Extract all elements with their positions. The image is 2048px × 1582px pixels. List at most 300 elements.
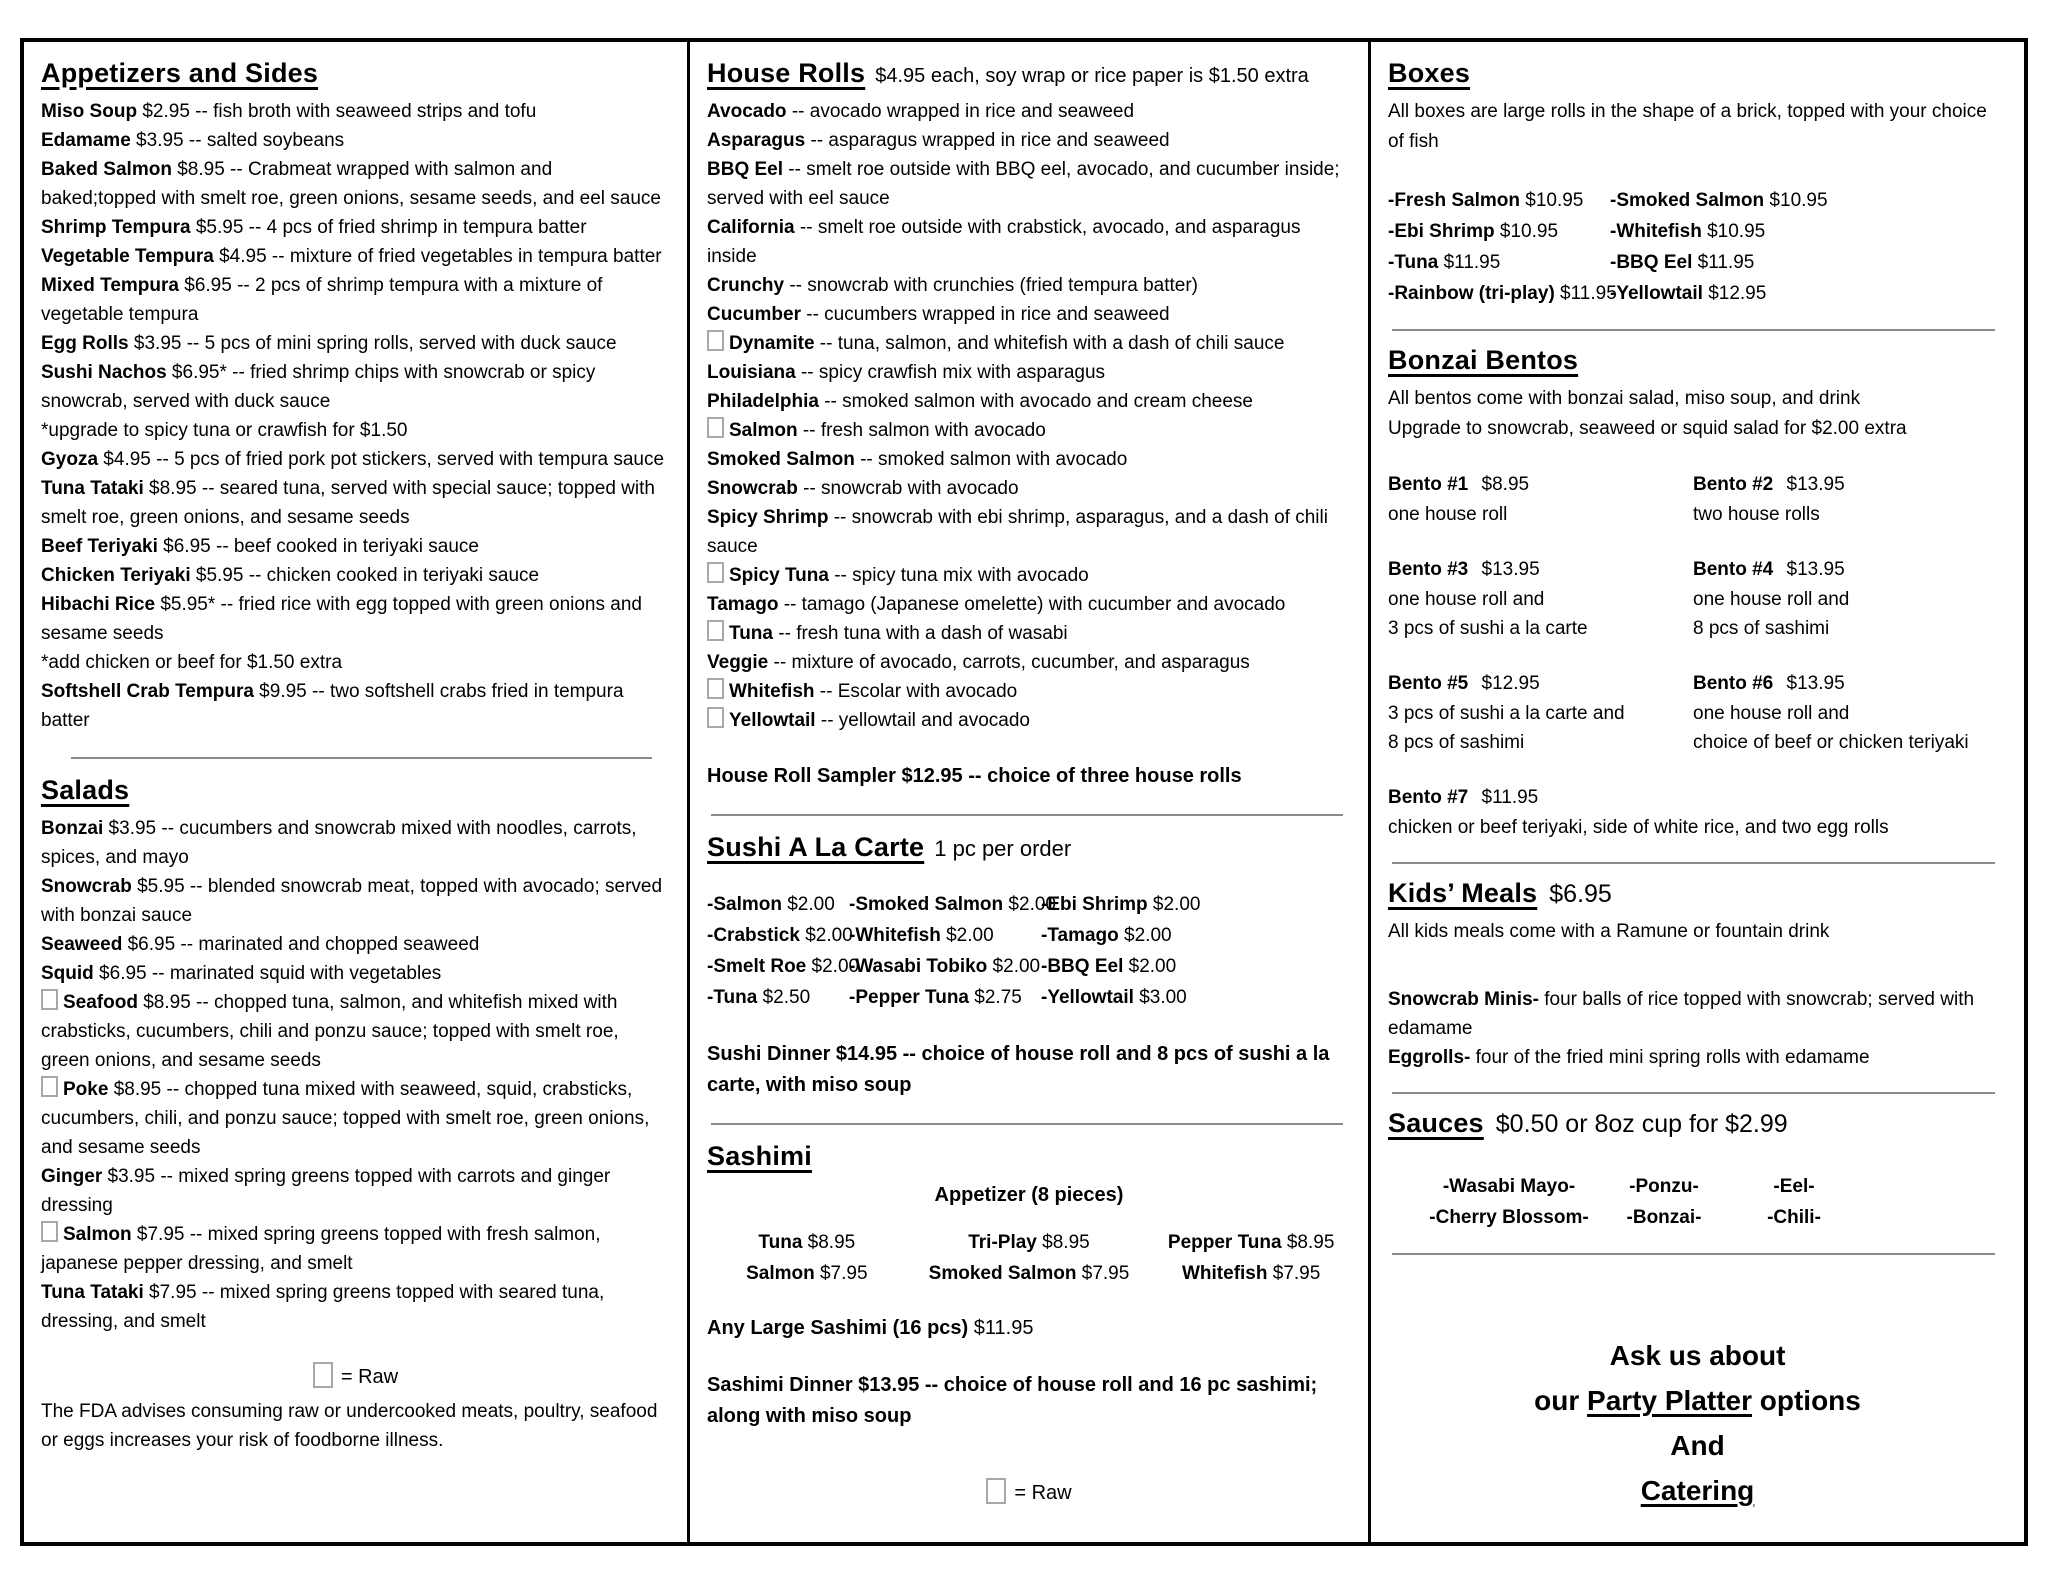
item-name: -BBQ Eel — [1041, 956, 1124, 977]
bento-price: $11.95 — [1476, 787, 1539, 808]
item-desc: -- marinated and chopped seaweed — [175, 934, 480, 955]
item-name: Salmon — [729, 420, 798, 441]
section-price-note: $0.50 or 8oz cup for $2.99 — [1495, 1110, 1788, 1138]
grid-cell — [1151, 1227, 1351, 1258]
item-price: $5.95* — [155, 594, 216, 615]
item-desc: -- beef cooked in teriyaki sauce — [210, 536, 479, 557]
item-price: $2.00 — [799, 925, 853, 946]
item-name: -Ponzu- — [1629, 1176, 1699, 1197]
section-title: House Rolls — [707, 58, 866, 88]
menu-item — [707, 619, 1351, 648]
item-name: Pepper Tuna — [1167, 1232, 1282, 1253]
bento-card — [1693, 669, 2007, 757]
item-name: -Smelt Roe — [707, 956, 807, 977]
item-desc: -- 5 pcs of mini spring rolls, served with duck sauce — [181, 333, 617, 354]
item-desc: -- mixed spring greens topped with seared tuna, dressing, and smelt — [41, 1282, 605, 1332]
section-promo — [1388, 1333, 2007, 1513]
item-price: $11.95 — [1692, 252, 1755, 273]
item-name: -Fresh Salmon — [1388, 190, 1520, 211]
item-name: Tuna Tataki — [41, 1282, 144, 1303]
raw-icon — [986, 1478, 1006, 1504]
item-name: -Yellowtail — [1041, 987, 1134, 1008]
item-price: $3.95 — [130, 130, 184, 151]
item-desc: four balls of rice topped with snowcrab; served with edamame — [1388, 989, 1975, 1039]
item-desc: -- 4 pcs of fried shrimp in tempura batter — [243, 217, 587, 238]
item-name: -Ebi Shrimp — [1388, 221, 1495, 242]
item-price: $5.95 — [190, 565, 244, 586]
menu-item — [707, 503, 1351, 561]
section-intro: All boxes are large rolls in the shape of a brick, topped with your choice of fish — [1388, 101, 1987, 152]
bento-name: Bento #2 — [1693, 474, 1774, 495]
section-title: Sauces — [1388, 1108, 1484, 1138]
bento-price: $12.95 — [1476, 673, 1540, 694]
menu-item — [41, 1162, 670, 1220]
section-price-note: $4.95 each, soy wrap or rice paper is $1.50 extra — [875, 65, 1309, 87]
item-name: -Tamago — [1041, 925, 1119, 946]
menu-item — [707, 300, 1351, 329]
item-name: Louisiana — [707, 362, 796, 383]
item-name: California — [707, 217, 795, 238]
section-title: Salads — [41, 775, 130, 805]
item-price: $3.95 — [128, 333, 182, 354]
item-name: Any Large Sashimi (16 pcs) — [707, 1317, 969, 1339]
promo-text: Ask us about — [1609, 1340, 1786, 1371]
menu-item — [707, 706, 1351, 735]
section-title: Sushi A La Carte — [707, 832, 925, 862]
item-name: Ginger — [41, 1166, 103, 1187]
bento-name: Bento #1 — [1388, 474, 1469, 495]
bento-price: $13.95 — [1476, 559, 1540, 580]
bento-price: $13.95 — [1781, 474, 1845, 495]
section-intro-line: Upgrade to snowcrab, seaweed or squid salad for $2.00 extra — [1388, 418, 1907, 439]
item-name: Smoked Salmon — [707, 449, 855, 470]
menu-item — [707, 97, 1351, 126]
section-boxes — [1388, 58, 2007, 309]
item-name: -Wasabi Tobiko — [849, 956, 988, 977]
item-desc: -- smoked salmon with avocado — [854, 449, 1128, 470]
section-title: Bonzai Bentos — [1388, 345, 1579, 375]
item-name: -Rainbow (tri-play) — [1388, 283, 1555, 304]
bento-desc-line: one house roll — [1388, 504, 1508, 525]
promo-block — [1388, 1333, 2007, 1513]
section-intro: All kids meals come with a Ramune or fountain drink — [1388, 921, 1830, 942]
section-appetizers — [41, 58, 670, 735]
item-name: -Pepper Tuna — [849, 987, 969, 1008]
item-name: Hibachi Rice — [41, 594, 156, 615]
item-name: Asparagus — [707, 130, 806, 151]
item-price: $7.95 — [1267, 1263, 1321, 1284]
bento-row — [1388, 470, 2007, 529]
raw-legend-label: = Raw — [340, 1366, 399, 1388]
item-price: $8.95 — [143, 478, 197, 499]
bento-title — [1388, 783, 2007, 813]
section-heading — [41, 58, 670, 89]
menu-item — [707, 648, 1351, 677]
section-divider — [711, 814, 1343, 816]
item-price: $11.95 — [1554, 283, 1617, 304]
price-grid — [707, 1227, 1351, 1289]
item-name: -Crabstick — [707, 925, 800, 946]
raw-icon — [707, 678, 724, 699]
bento-title — [1693, 470, 2007, 500]
item-name: -Tuna — [1388, 252, 1439, 273]
item-price: $11.95 — [968, 1317, 1034, 1339]
item-price: $7.95 — [143, 1282, 197, 1303]
menu-item — [41, 561, 670, 590]
bento-desc-line: 3 pcs of sushi a la carte — [1388, 618, 1588, 639]
item-name: Tri-Play — [968, 1232, 1037, 1253]
menu-column-left — [24, 42, 687, 1542]
item-price: $3.00 — [1133, 987, 1187, 1008]
item-name: Chicken Teriyaki — [41, 565, 191, 586]
item-name: Philadelphia — [707, 391, 819, 412]
grid-cell — [1424, 1202, 1594, 1233]
item-desc: -- snowcrab with avocado — [797, 478, 1019, 499]
menu-item — [41, 97, 670, 126]
item-name: Egg Rolls — [41, 333, 129, 354]
item-desc: -- fried rice with egg topped with green onions and sesame seeds — [41, 594, 642, 644]
grid-cell — [1041, 982, 1351, 1013]
item-note: *upgrade to spicy tuna or crawfish for $1.50 — [41, 420, 408, 441]
item-name: Spicy Shrimp — [707, 507, 829, 528]
bento-row — [1388, 669, 2007, 757]
bento-desc-line: choice of beef or chicken teriyaki — [1693, 732, 1969, 753]
item-price: $7.95 — [814, 1263, 868, 1284]
item-desc: -- 2 pcs of shrimp tempura with a mixture of vegetable tempura — [41, 275, 603, 325]
item-desc: -- 5 pcs of fried pork pot stickers, served with tempura sauce — [150, 449, 665, 470]
item-desc: -- snowcrab with crunchies (fried tempura batter) — [784, 275, 1199, 296]
promo-line — [1388, 1423, 2007, 1468]
item-name: Miso Soup — [41, 101, 138, 122]
bento-name: Bento #7 — [1388, 787, 1469, 808]
section-alacarte — [707, 832, 1351, 1101]
item-price: $2.00 — [1118, 925, 1172, 946]
section-title: Appetizers and Sides — [41, 58, 319, 88]
item-price: $8.95 — [171, 159, 225, 180]
bento-price: $8.95 — [1476, 474, 1530, 495]
grid-cell — [707, 1258, 907, 1289]
menu-column-middle — [687, 42, 1368, 1542]
item-price: $2.00 — [806, 956, 860, 977]
menu-item — [1388, 1043, 2007, 1072]
item-desc: -- spicy crawfish mix with asparagus — [795, 362, 1106, 383]
item-desc: -- tamago (Japanese omelette) with cucumber and avocado — [778, 594, 1286, 615]
raw-legend — [707, 1478, 1351, 1505]
grid-cell — [1734, 1202, 1854, 1233]
menu-item — [707, 590, 1351, 619]
item-name: Whitefish — [729, 681, 815, 702]
item-price: $10.95 — [1494, 221, 1559, 242]
item-desc: -- fresh salmon with avocado — [797, 420, 1046, 441]
section-heading — [1388, 878, 2007, 909]
item-desc: -- mixture of avocado, carrots, cucumber, and asparagus — [768, 652, 1250, 673]
promo-text: our — [1534, 1385, 1588, 1416]
grid-cell — [1610, 278, 2007, 309]
grid-cell — [1610, 247, 2007, 278]
bento-card — [1388, 555, 1693, 643]
item-price: $8.95 — [802, 1232, 856, 1253]
item-price: $10.95 — [1764, 190, 1828, 211]
item-name: Beef Teriyaki — [41, 536, 158, 557]
item-name: Gyoza — [41, 449, 99, 470]
section-houserolls — [707, 58, 1351, 792]
bento-desc-line: one house roll and — [1388, 589, 1545, 610]
item-name: Smoked Salmon — [928, 1263, 1077, 1284]
item-name: -Smoked Salmon — [849, 894, 1004, 915]
bento-desc-line: 8 pcs of sashimi — [1388, 732, 1525, 753]
raw-icon — [707, 562, 724, 583]
item-name: Edamame — [41, 130, 131, 151]
bento-card — [1388, 783, 2007, 842]
item-price: $5.95 — [190, 217, 244, 238]
item-name: Crunchy — [707, 275, 785, 296]
item-name: Eggrolls- — [1388, 1047, 1471, 1068]
section-price-note: $6.95 — [1549, 880, 1612, 908]
item-desc: -- avocado wrapped in rice and seaweed — [786, 101, 1135, 122]
grid-cell — [707, 920, 853, 951]
item-name: Seafood — [63, 992, 138, 1013]
menu-item — [707, 1313, 1351, 1344]
item-name: Baked Salmon — [41, 159, 172, 180]
bento-name: Bento #4 — [1693, 559, 1774, 580]
item-name: Mixed Tempura — [41, 275, 179, 296]
menu-item — [707, 761, 1351, 792]
grid-cell — [1734, 1171, 1854, 1202]
item-desc: -- chopped tuna mixed with seaweed, squid, crabsticks, cucumbers, chili, and ponzu sauce; topped with smelt roe, green onions, and sesame seeds — [41, 1079, 650, 1158]
item-price: $3.95 — [102, 1166, 156, 1187]
item-price: $14.95 — [830, 1043, 898, 1065]
item-name: BBQ Eel — [707, 159, 784, 180]
section-divider — [1392, 329, 1995, 331]
item-name: -Ebi Shrimp — [1041, 894, 1148, 915]
section-heading — [41, 775, 670, 806]
section-intro-line: All bentos come with bonzai salad, miso soup, and drink — [1388, 388, 1861, 409]
raw-icon — [41, 1076, 58, 1097]
section-divider — [71, 757, 652, 759]
menu-item — [707, 1370, 1351, 1432]
menu-item — [41, 959, 670, 988]
menu-item — [41, 126, 670, 155]
item-price: $2.50 — [757, 987, 811, 1008]
grid-cell — [1594, 1202, 1734, 1233]
item-name: -Wasabi Mayo- — [1442, 1176, 1576, 1197]
raw-icon — [707, 620, 724, 641]
grid-cell — [707, 889, 849, 920]
item-name: Seaweed — [41, 934, 123, 955]
menu-sheet — [20, 38, 2028, 1546]
menu-item — [41, 474, 670, 532]
item-price: $2.00 — [940, 925, 994, 946]
menu-item — [41, 329, 670, 358]
item-name: Tuna — [729, 623, 773, 644]
item-price: $2.00 — [987, 956, 1041, 977]
item-name: Spicy Tuna — [729, 565, 829, 586]
menu-item — [41, 648, 670, 677]
item-name: Softshell Crab Tempura — [41, 681, 254, 702]
item-desc: -- snowcrab with ebi shrimp, asparagus, and a dash of chili sauce — [707, 507, 1328, 557]
promo-line — [1388, 1333, 2007, 1378]
item-name: Bonzai — [41, 818, 104, 839]
item-price: $4.95 — [213, 246, 267, 267]
menu-item — [41, 872, 670, 930]
item-price: $5.95 — [131, 876, 185, 897]
bento-card — [1693, 470, 2007, 529]
grid-cell — [1388, 185, 1610, 216]
menu-item — [707, 358, 1351, 387]
item-desc: -- marinated squid with vegetables — [146, 963, 442, 984]
item-price: $2.00 — [1147, 894, 1201, 915]
section-divider — [1392, 862, 1995, 864]
promo-text: And — [1670, 1430, 1725, 1461]
item-name: Veggie — [707, 652, 769, 673]
item-name: Tuna — [758, 1232, 803, 1253]
bento-title — [1693, 669, 2007, 699]
grid-cell — [1610, 185, 2007, 216]
item-desc: -- mixed spring greens topped with fresh salmon, japanese pepper dressing, and smelt — [41, 1224, 601, 1274]
menu-item — [41, 416, 670, 445]
grid-cell — [907, 1227, 1152, 1258]
item-desc: -- Escolar with avocado — [814, 681, 1018, 702]
section-fda — [41, 1397, 670, 1455]
item-list — [41, 97, 670, 735]
menu-item — [707, 126, 1351, 155]
menu-item — [41, 213, 670, 242]
item-desc: -- tuna, salmon, and whitefish with a dash of chili sauce — [814, 333, 1285, 354]
grid-cell — [1151, 1258, 1351, 1289]
item-desc: -- spicy tuna mix with avocado — [828, 565, 1089, 586]
item-desc: -- fried shrimp chips with snowcrab or spicy snowcrab, served with duck sauce — [41, 362, 596, 412]
item-price: $4.95 — [98, 449, 151, 470]
grid-cell — [849, 982, 1041, 1013]
item-desc: -- yellowtail and avocado — [815, 710, 1030, 731]
item-desc: -- cucumbers wrapped in rice and seaweed — [800, 304, 1170, 325]
item-price: $2.75 — [969, 987, 1022, 1008]
item-price: $3.95 — [103, 818, 157, 839]
menu-item — [707, 271, 1351, 300]
bento-price: $13.95 — [1781, 559, 1845, 580]
item-list — [41, 814, 670, 1336]
item-name: -BBQ Eel — [1610, 252, 1693, 273]
menu-item — [707, 561, 1351, 590]
item-price: $8.95 — [108, 1079, 162, 1100]
item-desc: -- mixture of fried vegetables in tempura batter — [266, 246, 662, 267]
menu-item — [707, 329, 1351, 358]
item-price: $8.95 — [137, 992, 191, 1013]
menu-item — [41, 358, 670, 416]
bento-desc-line: one house roll and — [1693, 589, 1850, 610]
section-heading — [707, 832, 1351, 863]
menu-item — [707, 1039, 1351, 1101]
section-heading — [1388, 345, 2007, 376]
item-desc: -- blended snowcrab meat, topped with avocado; served with bonzai sauce — [41, 876, 663, 926]
advisory-text: The FDA advises consuming raw or undercooked meats, poultry, seafood or eggs increases your risk of foodborne illness. — [41, 1401, 658, 1451]
item-name: -Whitefish — [1610, 221, 1702, 242]
raw-icon — [707, 330, 724, 351]
item-desc: -- fish broth with seaweed strips and tofu — [189, 101, 537, 122]
grid-cell — [707, 1227, 907, 1258]
item-desc: -- salted soybeans — [183, 130, 345, 151]
grid-cell — [849, 920, 1041, 951]
section-sashimi — [707, 1141, 1351, 1432]
item-name: Vegetable Tempura — [41, 246, 214, 267]
menu-item — [1388, 985, 2007, 1043]
item-name: Tamago — [707, 594, 779, 615]
bento-desc-line: 8 pcs of sashimi — [1693, 618, 1830, 639]
item-name: Tuna Tataki — [41, 478, 144, 499]
bento-card — [1693, 555, 2007, 643]
item-name: Sushi Dinner — [707, 1043, 831, 1065]
item-name: -Salmon — [707, 894, 782, 915]
item-price: $2.95 — [137, 101, 190, 122]
item-desc: -- mixed spring greens topped with carrots and ginger dressing — [41, 1166, 611, 1216]
section-kids — [1388, 878, 2007, 1072]
item-name: -Smoked Salmon — [1610, 190, 1765, 211]
item-price: $11.95 — [1438, 252, 1501, 273]
section-divider — [711, 1123, 1343, 1125]
menu-item — [41, 988, 670, 1075]
bento-title — [1388, 555, 1693, 585]
item-desc: -- chicken cooked in teriyaki sauce — [243, 565, 540, 586]
section-title: Kids’ Meals — [1388, 878, 1538, 908]
section-heading — [707, 1141, 1351, 1172]
bento-desc-line: one house roll and — [1693, 703, 1850, 724]
item-price: $12.95 — [895, 765, 963, 787]
item-price: $8.95 — [1036, 1232, 1090, 1253]
section-divider — [1392, 1092, 1995, 1094]
bento-name: Bento #5 — [1388, 673, 1469, 694]
menu-item — [41, 445, 670, 474]
item-desc: -- asparagus wrapped in rice and seaweed — [805, 130, 1170, 151]
bento-price: $13.95 — [1781, 673, 1845, 694]
item-list — [1388, 985, 2007, 1072]
item-desc: -- choice of house roll and 16 pc sashimi; along with miso soup — [707, 1374, 1318, 1427]
bento-desc-line: two house rolls — [1693, 504, 1820, 525]
item-name: Salmon — [63, 1224, 132, 1245]
grid-cell — [1610, 216, 2007, 247]
raw-icon — [41, 1221, 58, 1242]
grid-cell — [1388, 278, 1617, 309]
menu-item — [707, 474, 1351, 503]
item-name: Sashimi Dinner — [707, 1374, 853, 1396]
item-note: *add chicken or beef for $1.50 extra — [41, 652, 343, 673]
item-name: -Whitefish — [849, 925, 941, 946]
item-desc: -- choice of house roll and 8 pcs of sushi a la carte, with miso soup — [707, 1043, 1330, 1096]
item-price: $9.95 — [253, 681, 307, 702]
section-price-note: 1 pc per order — [934, 836, 1072, 861]
grid-cell — [907, 1258, 1152, 1289]
menu-item — [41, 1220, 670, 1278]
item-name: -Tuna — [707, 987, 758, 1008]
bento-name: Bento #6 — [1693, 673, 1774, 694]
section-heading — [707, 58, 1351, 89]
item-price: $2.00 — [1123, 956, 1177, 977]
raw-icon — [707, 417, 724, 438]
menu-item — [707, 445, 1351, 474]
promo-text: options — [1751, 1385, 1861, 1416]
menu-item — [707, 416, 1351, 445]
item-price: $6.95 — [93, 963, 147, 984]
item-price: $7.95 — [1076, 1263, 1130, 1284]
item-name: House Roll Sampler — [707, 765, 896, 787]
menu-item — [41, 155, 670, 213]
item-name: Snowcrab — [707, 478, 798, 499]
item-name: Whitefish — [1181, 1263, 1268, 1284]
menu-item — [707, 387, 1351, 416]
bento-card — [1388, 470, 1693, 529]
menu-item — [41, 814, 670, 872]
section-salads — [41, 775, 670, 1336]
item-name: -Chili- — [1767, 1207, 1821, 1228]
